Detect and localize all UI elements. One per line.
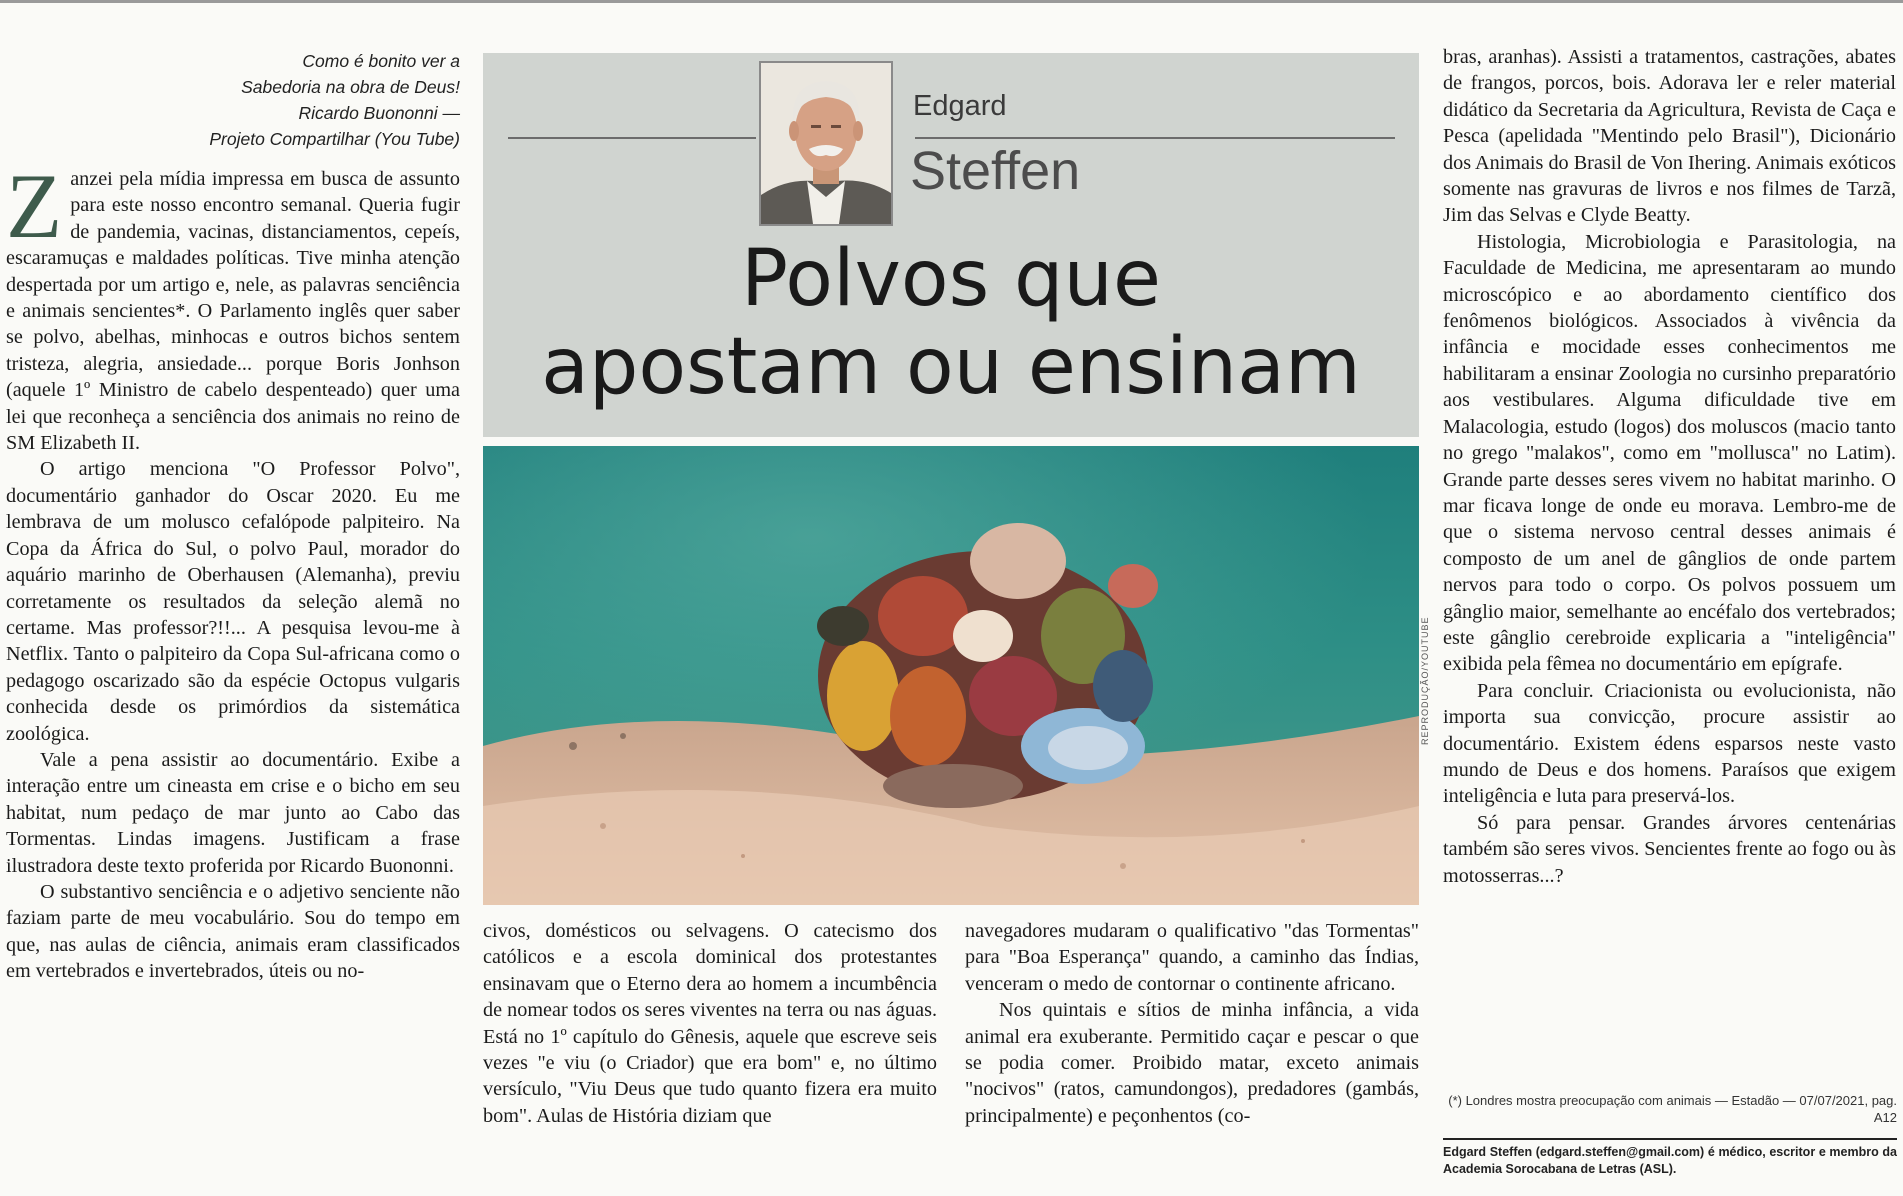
article-paragraph: Zanzei pela mídia impressa em busca de assunto para este nosso encontro semanal. Queria fugir de pandemia, vacinas, distanciamentos, cepeís, escaramuças e maldades políticas. Tive minha atenção despertada por um artigo e, nele, as palavras senciência e animais sencientes*. O Parlamento inglês quer saber se polvo, abelhas, minhocas e outros bichos sentem tristeza, alegria, ansiedade... porque Boris Jonhson (aquele 1º Ministro de cabelo despenteado) quer uma lei que reconheça a senciência dos animais no reino de SM Elizabeth II. xyxy=(6,166,460,455)
epigraph-line: Sabedoria na obra de Deus! xyxy=(241,77,460,97)
article-paragraph: bras, aranhas). Assisti a tratamentos, castrações, abates de frangos, porcos, bois. Adorava ler e reler material didático da Secretaria da Agricultura, Revista de Caça e Pesca (apelidada "Mentindo pelo Brasil"), Dicionário dos Animais do Brasil de Von Ihering. Animais exóticos somente nas gravuras de livros e nos filmes de Tarzã, Jim das Selvas e Clyde Beatty. xyxy=(1443,46,1896,227)
headline-line: Polvos que xyxy=(741,234,1161,324)
article-column-2 xyxy=(483,918,937,1186)
author-last-name: Steffen xyxy=(910,141,1081,201)
author-first-name: Edgard xyxy=(913,90,1007,122)
footnote: (*) Londres mostra preocupação com animais — Estadão — 07/07/2021, pag. A12 xyxy=(1448,1093,1897,1125)
article-paragraph: Vale a pena assistir ao documentário. Exibe a interação entre um cineasta em crise e o bicho em seu habitat, num pedaço de mar junto ao Cabo das Tormentas. Lindas imagens. Justificam a frase ilustradora deste texto proferida por Ricardo Buononni. xyxy=(6,748,460,877)
article-paragraph: Para concluir. Criacionista ou evolucionista, não importa sua convicção, procure assistir ao documentário. Existem édens esparsos neste vasto mundo de Deus e dos homens. Paraísos que exigem inteligência e luta para preservá-los. xyxy=(1443,679,1896,808)
author-portrait xyxy=(759,61,893,226)
article-photo xyxy=(483,446,1419,905)
photo-credit: REPRODUÇÃO/YOUTUBE xyxy=(1420,616,1430,745)
header-rule xyxy=(915,137,1395,139)
article-paragraph: Nos quintais e sítios de minha infância, a vida animal era exuberante. Permitido caçar e pescar o que se podia comer. Proibido matar, exceto animais "nocivos" (ratos, camundongos), predadores (gambás, principalmente) e peçonhentos (co- xyxy=(965,999,1419,1127)
drop-cap: Z xyxy=(6,166,63,257)
article-header xyxy=(483,53,1419,437)
article-paragraph: O substantivo senciência e o adjetivo senciente não faziam parte de meu vocabulário. Sou do tempo em que, nas aulas de ciência, animais eram classificados em vertebrados e invertebrados, úteis ou no- xyxy=(6,880,460,983)
epigraph-line: Ricardo Buononni — xyxy=(298,103,460,123)
article-paragraph: navegadores mudaram o qualificativo "das Tormentas" para "Boa Esperança" quando, a caminho das Índias, venceram o medo de contornar o continente africano. xyxy=(965,920,1419,995)
epigraph xyxy=(100,48,460,152)
headline-line: apostam ou ensinam xyxy=(541,322,1361,412)
header-rule xyxy=(508,137,756,139)
article-paragraph: civos, domésticos ou selvagens. O catecismo dos católicos e a escola dominical dos protestantes ensinavam que o Eterno dera ao homem a incumbência de nomear todos os seres viventes na terra ou nas águas. Está no 1º capítulo do Gênesis, aquele que escreve seis vezes "e viu (o Criador) que era bom" e, no último versículo, "Viu Deus que tudo quanto fizera era muito bom". Aulas de História diziam que xyxy=(483,920,937,1127)
article-paragraph: Histologia, Microbiologia e Parasitologia, na Faculdade de Medicina, me apresentaram ao mundo microscópico e ao abordamento científico dos fenômenos biológicos. Associados à vivência da infância e mocidade esses conhecimentos me habilitaram a ensinar Zoologia no cursinho preparatório aos vestibulares. Alguma dificuldade tive em Malacologia, estudo (logos) dos moluscos (macio tanto no grego "malakos", como em "mollusca" no Latim). Grande parte desses seres vivem no habitat marinho. O mar ficava longe de onde eu morava. Lembro-me de que o sistema nervoso central desses animais é composto de um anel de gânglios de onde partem nervos para todo o corpo. Os polvos possuem um gânglio maior, semelhante ao encéfalo dos vertebrados; este gânglio cerebroide explicaria a "inteligência" exibida pela fêmea no documentário em epígrafe. xyxy=(1443,230,1896,676)
article-headline xyxy=(483,235,1419,411)
top-rule xyxy=(0,0,1903,3)
epigraph-line: Projeto Compartilhar (You Tube) xyxy=(209,129,460,149)
author-bio: Edgard Steffen (edgard.steffen@gmail.com) é médico, escritor e membro da Academia Sorocabana de Letras (ASL). xyxy=(1443,1145,1897,1176)
article-column-1 xyxy=(6,166,460,1186)
epigraph-line: Como é bonito ver a xyxy=(302,51,460,71)
bio-rule xyxy=(1443,1138,1897,1140)
article-column-4 xyxy=(1443,44,1896,1084)
article-paragraph: O artigo menciona "O Professor Polvo", documentário ganhador do Oscar 2020. Eu me lembrava de um molusco cefalópode palpiteiro. Na Copa da África do Sul, o polvo Paul, morador do aquário marinho de Oberhausen (Alemanha), previu corretamente os resultados da seleção alemã no certame. Mas professor?!!... A pesquisa levou-me à Netflix. Tanto o palpiteiro da Copa Sul-africana como o pedagogo oscarizado são da espécie Octopus vulgaris conhecida desde os primórdios da sistemática zoológica. xyxy=(6,458,460,745)
article-column-3 xyxy=(965,918,1419,1186)
article-paragraph: Só para pensar. Grandes árvores centenárias também são seres vivos. Sencientes frente ao fogo ou às motosserras...? xyxy=(1443,811,1896,887)
